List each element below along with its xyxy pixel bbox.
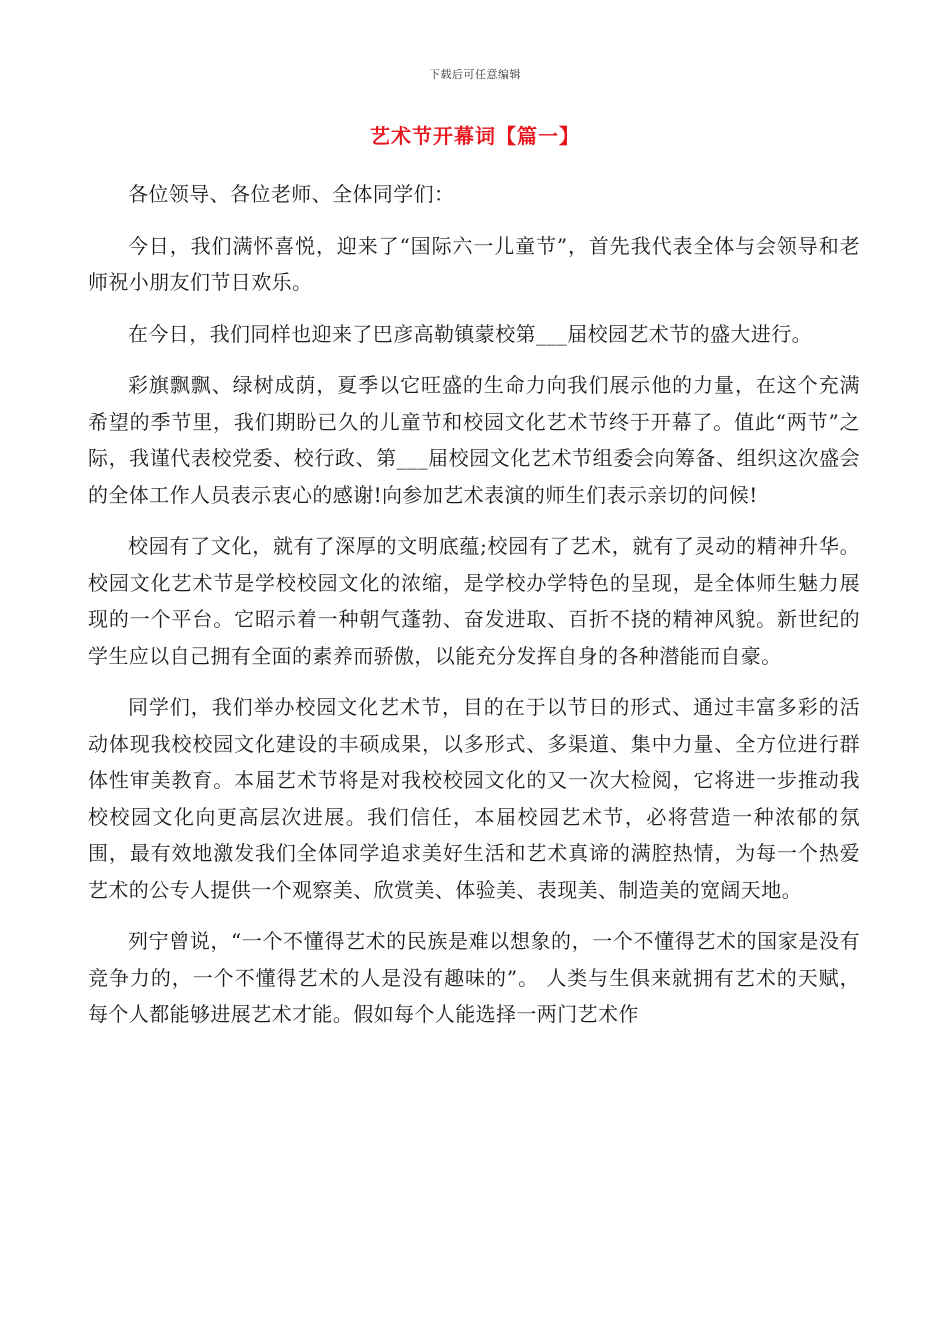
header-note: 下载后可任意编辑 — [429, 68, 521, 81]
paragraph-greeting: 各位领导、各位老师、全体同学们： — [128, 182, 455, 206]
paragraph-2: 在今日，我们同样也迎来了巴彦高勒镇蒙校第___届校园艺术节的盛大进行。 — [128, 321, 812, 346]
document-body — [88, 176, 860, 1048]
paragraph-6: 列宁曾说，“一个不懂得艺术的民族是难以想象的，一个不懂得艺术的国家是没有竞争力的，一个不懂得艺术的人是没有趣味的”。 人类与生俱来就拥有艺术的天赋，每个人都能够进展艺术才能。假如每个人能选择一两门艺术作 — [88, 929, 860, 1026]
document-title: 艺术节开幕词【篇一】 — [370, 124, 580, 148]
paragraph-3: 彩旗飘飘、绿树成荫，夏季以它旺盛的生命力向我们展示他的力量，在这个充满希望的季节里，我们期盼已久的儿童节和校园文化艺术节终于开幕了。值此“两节”之际，我谨代表校党委、校行政、第___届校园文化艺术节组委会向筹备、组织这次盛会的全体工作人员表示衷心的感谢!向参加艺术表演的师生们表示亲切的问候! — [88, 373, 860, 507]
paragraph-5: 同学们，我们举办校园文化艺术节，目的在于以节日的形式、通过丰富多彩的活动体现我校校园文化建设的丰硕成果，以多形式、多渠道、集中力量、全方位进行群体性审美教育。本届艺术节将是对我校校园文化的又一次大检阅，它将进一步推动我校校园文化向更高层次进展。我们信任，本届校园艺术节，必将营造一种浓郁的氛围，最有效地激发我们全体同学追求美好生活和艺术真谛的满腔热情，为每一个热爱艺术的公专人提供一个观察美、欣赏美、体验美、表现美、制造美的宽阔天地。 — [88, 695, 860, 902]
paragraph-1: 今日，我们满怀喜悦，迎来了“国际六一儿童节”，首先我代表全体与会领导和老师祝小朋友们节日欢乐。 — [88, 233, 860, 294]
paragraph-4: 校园有了文化，就有了深厚的文明底蕴;校园有了艺术，就有了灵动的精神升华。校园文化艺术节是学校校园文化的浓缩，是学校办学特色的呈现，是全体师生魅力展现的一个平台。它昭示着一种朝气蓬勃、奋发进取、百折不挠的精神风貌。新世纪的学生应以自己拥有全面的素养而骄傲，以能充分发挥自身的各种潜能而自豪。 — [88, 534, 860, 668]
